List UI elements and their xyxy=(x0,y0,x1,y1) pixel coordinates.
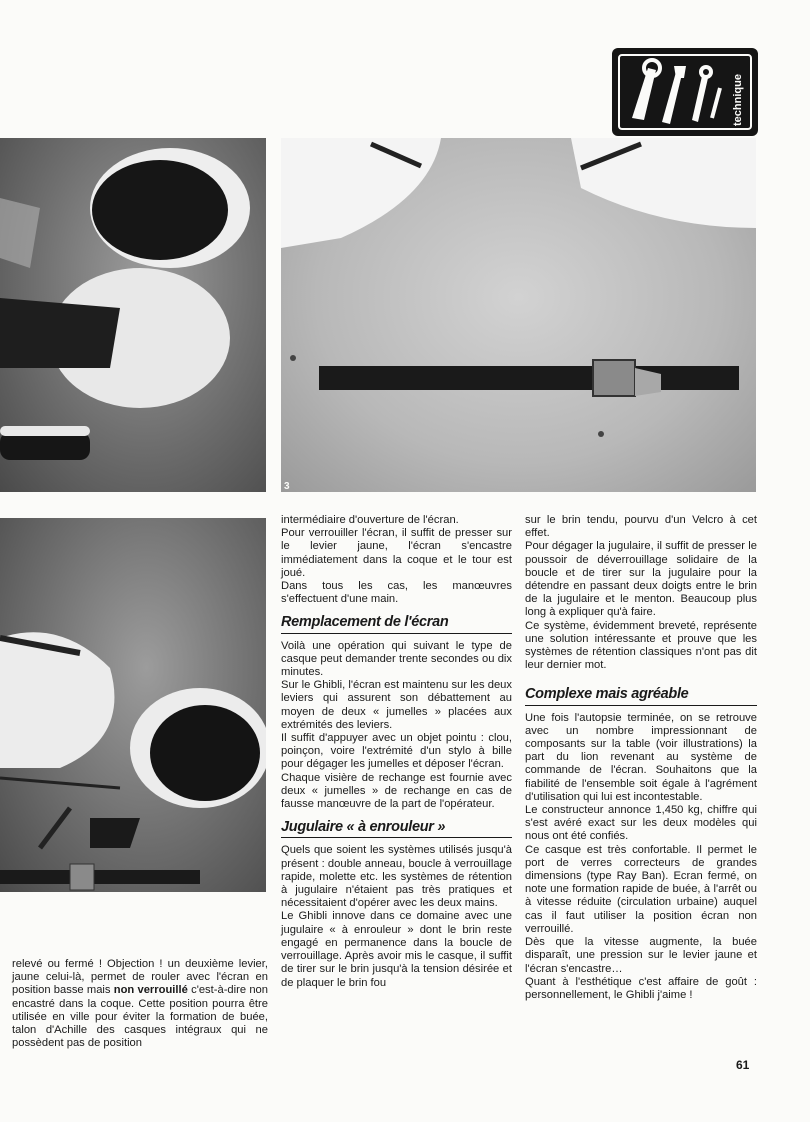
column-2 xyxy=(281,514,512,990)
section-heading-jugulaire: Jugulaire « à enrouleur » xyxy=(281,821,512,838)
paragraph: Pour verrouiller l'écran, il suffit de presser sur le levier jaune, l'écran s'encastre immédiatement dans la coque et le tour est joué. xyxy=(281,527,512,579)
paragraph: relevé ou fermé ! Objection ! un deuxième levier, jaune celui-là, permet de rouler avec l'écran en position basse mais non verrouillé c'est-à-dire non encastré dans la coque. Cette position pourra être utilisée en ville pour éviter la formation de buée, talon d'Achille des casques intégraux qui ne possèdent pas de position xyxy=(12,958,268,1050)
paragraph: Ce casque est très confortable. Il permet le port de verres correcteurs de grandes dimensions (type Ray Ban). Ecran fermé, on note une formation rapide de buée, à l'arrêt ou à vitesse réduite (circulation urbaine) auquel cas il faut utiliser la position écran non verrouillé. xyxy=(525,843,757,935)
paragraph: Quant à l'esthétique c'est affaire de goût : personnellement, le Ghibli j'aime ! xyxy=(525,975,757,1001)
paragraph: Une fois l'autopsie terminée, on se retrouve avec un nombre impressionnant de composants sur la table (voir illustrations) la part du lion revenant au système de commande de l'écran. Souhaitons que la fiabilité de l'ensemble soit égale à l'agrément d'utilisation qui lui est incontestable. xyxy=(525,711,757,803)
tools-icon xyxy=(624,58,728,128)
photo-chin-strap xyxy=(281,138,756,492)
paragraph: Voilà une opération qui suivant le type de casque peut demander trente secondes ou dix minutes. xyxy=(281,639,512,679)
paragraph: intermédiaire d'ouverture de l'écran. xyxy=(281,514,459,526)
badge-frame xyxy=(618,54,752,130)
paragraph: Le Ghibli innove dans ce domaine avec une jugulaire « à enrouleur » dont le brin reste engagé en permanence dans la boucle de verrouillage. Après avoir mis le casque, il suffit de tirer sur le brin jusqu'à la tension désirée et de plaquer le brin fou xyxy=(281,910,512,989)
paragraph: Sur le Ghibli, l'écran est maintenu sur les deux leviers qui assurent son débattement au moyen de deux « jumelles » placées aux extrémités des leviers. xyxy=(281,679,512,731)
bold-text: non verrouillé xyxy=(113,984,188,997)
page-number: 61 xyxy=(736,1058,750,1072)
paragraph: sur le brin tendu, pourvu d'un Velcro à cet effet. xyxy=(525,514,757,540)
photo-helmet-parts-top xyxy=(0,138,266,492)
column-1 xyxy=(12,958,268,1050)
technique-badge xyxy=(612,48,758,136)
paragraph: Il suffit d'appuyer avec un objet pointu : clou, poinçon, voire l'extrémité d'un stylo à bille pour dégager les jumelles et déposer l'écran. xyxy=(281,732,512,771)
badge-label: technique xyxy=(732,74,744,126)
paragraph: Ce système, évidemment breveté, représente une solution intéressante et prouve que les systèmes de rétention classiques n'ont pas dit leur dernier mot. xyxy=(525,619,757,672)
paragraph: Quels que soient les systèmes utilisés jusqu'à présent : double anneau, boucle à verrouillage rapide, molette etc. les systèmes de rétention à jugulaire n'étaient pas très pratiques et nécessitaient d'opérer avec les deux mains. xyxy=(281,844,512,910)
column-3 xyxy=(525,514,757,1002)
paragraph: Dans tous les cas, les manœuvres s'effectuent d'une main. xyxy=(281,580,512,606)
paragraph: Pour dégager la jugulaire, il suffit de presser le poussoir de déverrouillage solidaire de la boucle et de tirer sur la jugulaire pour la détendre en passant deux doigts entre le brin de la jugulaire et le menton. Beaucoup plus long à expliquer qu'à faire. xyxy=(525,540,757,619)
figure-number: 3 xyxy=(284,481,290,492)
paragraph: Le constructeur annonce 1,450 kg, chiffre qui s'est avéré exact sur les deux modèles qui nous ont été confiés. xyxy=(525,804,757,843)
paragraph: Dès que la vitesse augmente, la buée disparaît, une pression sur le levier jaune et l'écran s'encastre… xyxy=(525,936,757,975)
paragraph: Chaque visière de rechange est fournie avec deux « jumelles » de rechange en cas de fausse manœuvre de la part de l'opérateur. xyxy=(281,771,512,811)
section-heading-complexe: Complexe mais agréable xyxy=(525,688,757,705)
section-heading-remplacement: Remplacement de l'écran xyxy=(281,616,512,633)
photo-helmet-parts-bottom xyxy=(0,518,266,892)
